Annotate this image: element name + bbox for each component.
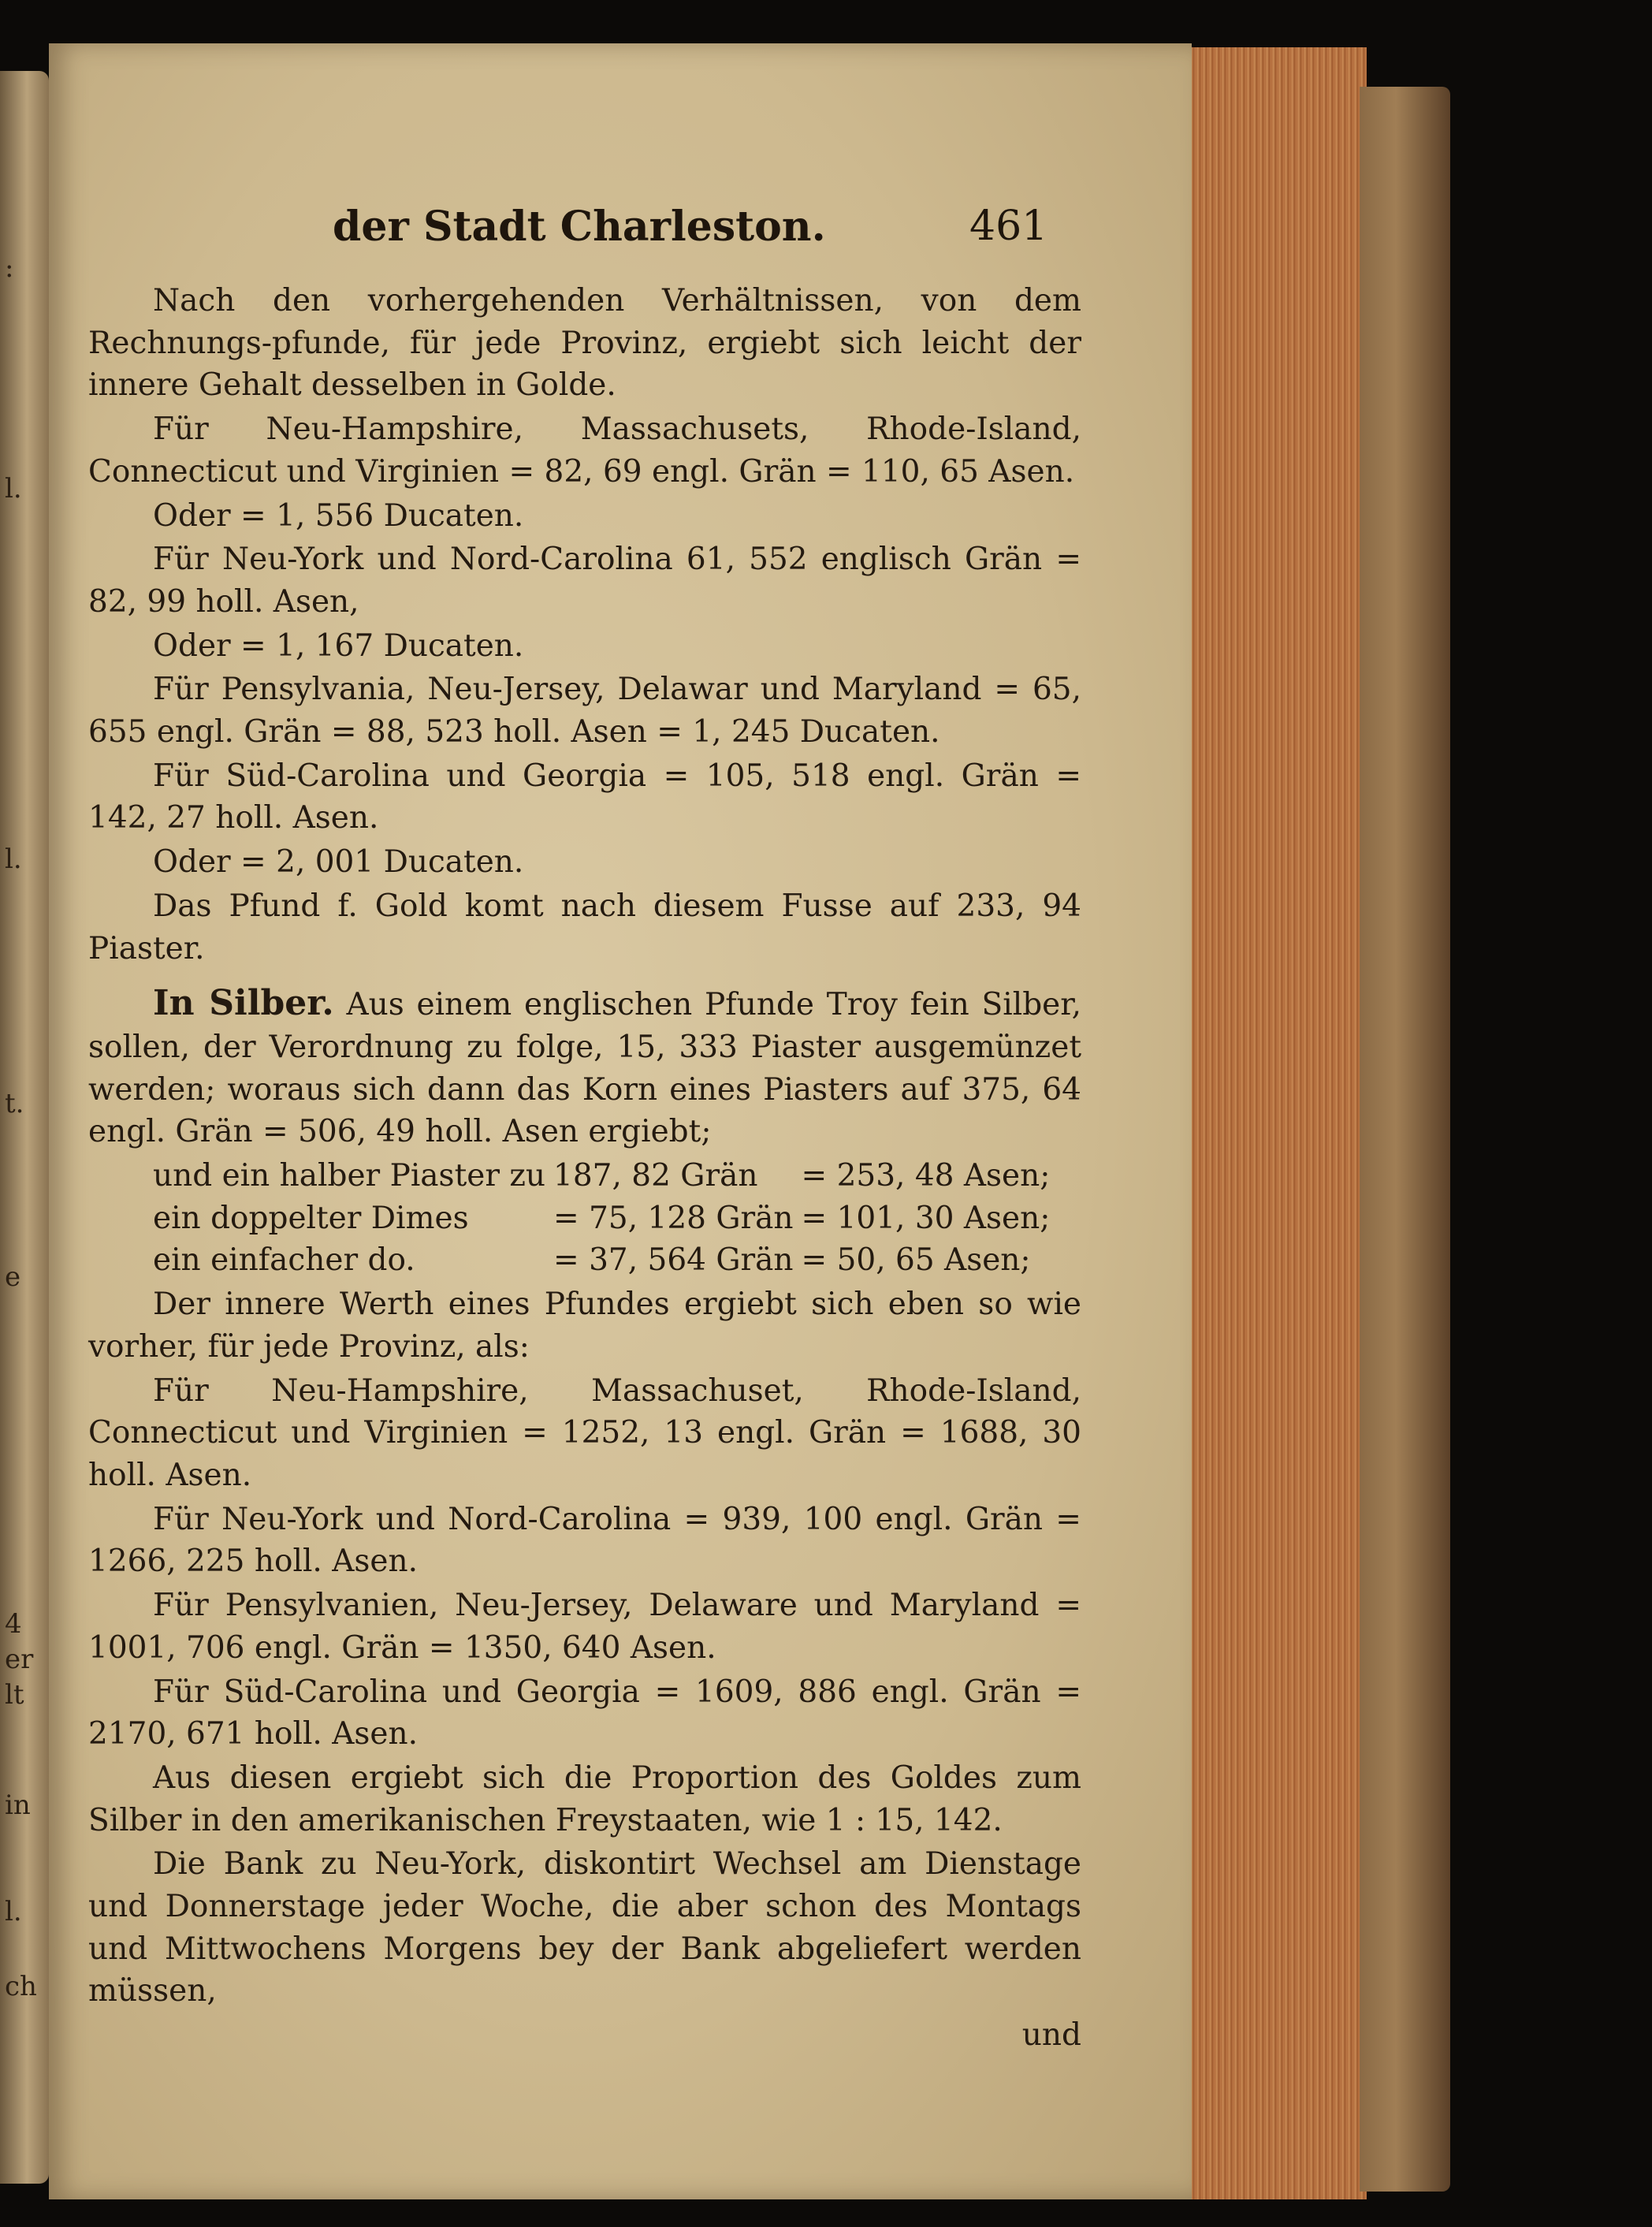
paragraph: Für Süd-Carolina und Georgia = 105, 518 engl. Grän = 142, 27 holl. Asen. [88,758,1081,836]
margin-fragment: er [5,1644,34,1675]
body-text [88,280,1081,2058]
paragraph: Für Neu-Hampshire, Massachusets, Rhode-Island, Connecticut und Virginien = 82, 69 engl. Grän = 110, 65 Asen. [88,412,1081,490]
paragraph: Aus diesen ergiebt sich die Proportion des Goldes zum Silber in den amerikanischen Freystaaten, wie 1 : 15, 142. [88,1760,1081,1838]
running-title: der Stadt Charleston. [333,203,826,251]
paragraph: Für Pensylvania, Neu-Jersey, Delawar und Maryland = 65, 655 engl. Grän = 88, 523 holl. Asen = 1, 245 Ducaten. [88,672,1081,750]
paragraph: Der innere Werth eines Pfundes ergiebt sich eben so wie vorher, für jede Provinz, als: [88,1287,1081,1365]
table-cell: = 50, 65 Asen; [801,1242,1031,1279]
paragraph: Für Neu-York und Nord-Carolina = 939, 100 engl. Grän = 1266, 225 holl. Asen. [88,1501,1081,1580]
paragraph: Für Pensylvanien, Neu-Jersey, Delaware und Maryland = 1001, 706 engl. Grän = 1350, 640 Asen. [88,1588,1081,1666]
margin-fragment: l. [5,473,22,505]
book-cover-edge [1360,87,1450,2192]
paragraph: Für Neu-York und Nord-Carolina 61, 552 englisch Grän = 82, 99 holl. Asen, [88,542,1081,620]
book-fore-edge [1186,47,1367,2199]
paragraph: Oder = 1, 167 Ducaten. [153,628,524,664]
margin-fragment: 4 [5,1608,22,1640]
page-number: 461 [969,203,1048,250]
table-cell: ein einfacher do. [153,1242,415,1279]
margin-fragment: lt [5,1679,24,1711]
paragraph: Für Süd-Carolina und Georgia = 1609, 886 engl. Grän = 2170, 671 holl. Asen. [88,1674,1081,1752]
table-row [153,1239,1058,1282]
paragraph: Die Bank zu Neu-York, diskontirt Wechsel am Dienstage und Donnerstage jeder Woche, die aber schon des Montags und Mittwochens Morgens bey der Bank abgeliefert werden müssen, [88,1846,1081,2009]
paragraph: Nach den vorhergehenden Verhältnissen, von dem Rechnungs-pfunde, für jede Provinz, ergiebt sich leicht der innere Gehalt desselben in Golde. [88,283,1081,404]
table-cell: 187, 82 Grän [553,1158,758,1194]
paragraph: Oder = 1, 556 Ducaten. [153,497,524,534]
table-cell: = 37, 564 Grän [553,1242,794,1279]
facing-page-margin [0,0,37,2227]
table-cell: und ein halber Piaster zu [153,1158,546,1194]
margin-fragment: l. [5,1896,22,1927]
margin-fragment: : [5,252,14,284]
silver-table [153,1155,1058,1282]
page-header [49,162,1192,251]
paragraph: Für Neu-Hampshire, Massachuset, Rhode-Island, Connecticut und Virginien = 1252, 13 engl. Grän = 1688, 30 holl. Asen. [88,1372,1081,1493]
margin-fragment: in [5,1789,31,1821]
table-cell: = 75, 128 Grän [553,1200,794,1236]
margin-fragment: ch [5,1971,37,2002]
table-cell: ein doppelter Dimes [153,1200,469,1236]
paragraph [88,982,1081,1153]
margin-fragment: t. [5,1088,24,1119]
table-row [153,1155,1058,1197]
paragraph-text: Aus einem englischen Pfunde Troy fein Silber, sollen, der Verordnung zu folge, 15, 333 Piaster ausgemünzet werden; woraus sich dann das Korn eines Piasters auf 375, 64 engl. Grän = 506, 49 holl. Asen ergiebt; [88,987,1081,1150]
table-cell: = 253, 48 Asen; [801,1158,1051,1194]
margin-fragment: e [5,1261,21,1293]
paragraph: Das Pfund f. Gold komt nach diesem Fusse auf 233, 94 Piaster. [88,888,1081,966]
margin-fragment: l. [5,844,22,875]
table-row [153,1197,1058,1240]
catchword: und [1021,2017,1081,2054]
paragraph: Oder = 2, 001 Ducaten. [153,844,524,881]
table-cell: = 101, 30 Asen; [801,1200,1051,1236]
book-page [49,43,1192,2199]
section-heading: In Silber. [153,983,334,1024]
